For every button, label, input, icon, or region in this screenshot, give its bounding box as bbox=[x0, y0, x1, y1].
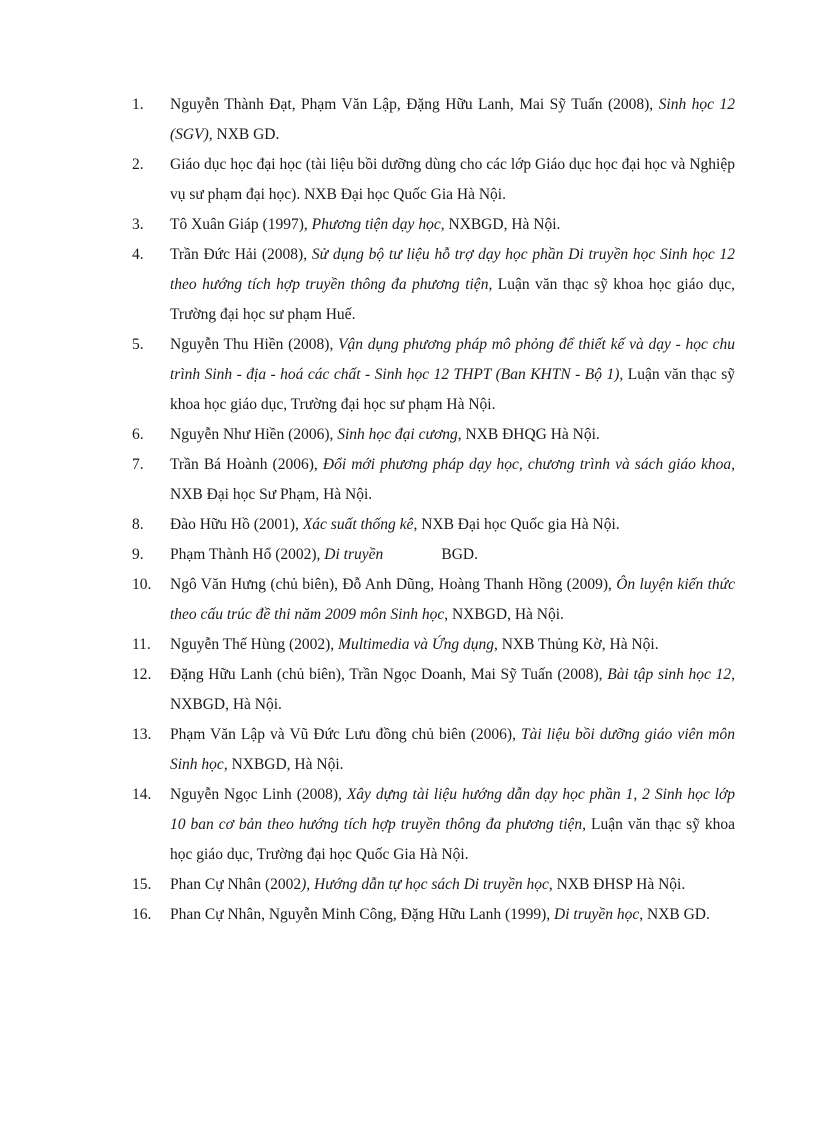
reference-text: Giáo dục học đại học (tài liệu bồi dưỡng dùng cho các lớp Giáo dục học đại học và Nghiệp vụ sư phạm đại học). NXB Đại học Quốc Gia Hà Nội. bbox=[170, 156, 735, 203]
reference-number: 1. bbox=[132, 96, 144, 113]
reference-text: Tô Xuân Giáp (1997), Phương tiện dạy học, NXBGD, Hà Nội. bbox=[170, 216, 561, 233]
reference-item bbox=[0, 240, 735, 330]
reference-item bbox=[0, 720, 735, 780]
reference-item bbox=[0, 150, 735, 210]
reference-list bbox=[0, 90, 816, 930]
reference-text: Ngô Văn Hưng (chủ biên), Đỗ Anh Dũng, Hoàng Thanh Hồng (2009), Ôn luyện kiến thức theo cấu trúc đề thi năm 2009 môn Sinh học, NXBGD, Hà Nội. bbox=[170, 576, 735, 623]
reference-number: 13. bbox=[132, 726, 152, 743]
reference-number: 11. bbox=[132, 636, 151, 653]
reference-item bbox=[0, 870, 735, 900]
reference-number: 2. bbox=[132, 156, 144, 173]
reference-number: 9. bbox=[132, 546, 144, 563]
reference-item bbox=[0, 210, 735, 240]
reference-number: 10. bbox=[132, 576, 152, 593]
reference-text: Phan Cự Nhân (2002), Hướng dẫn tự học sách Di truyền học, NXB ĐHSP Hà Nội. bbox=[170, 876, 686, 893]
reference-text: Nguyễn Thu Hiền (2008), Vận dụng phương pháp mô phỏng để thiết kế và dạy - học chu trình Sinh - địa - hoá các chất - Sinh học 12 THPT (Ban KHTN - Bộ 1), Luận văn thạc sỹ khoa học giáo dục, Trường đại học sư phạm Hà Nội. bbox=[170, 336, 736, 413]
reference-text: Phan Cự Nhân, Nguyễn Minh Công, Đặng Hữu Lanh (1999), Di truyền học, NXB GD. bbox=[170, 906, 710, 923]
reference-item bbox=[0, 780, 735, 870]
reference-number: 4. bbox=[132, 246, 144, 263]
reference-item bbox=[0, 90, 735, 150]
reference-number: 6. bbox=[132, 426, 144, 443]
reference-number: 5. bbox=[132, 336, 144, 353]
reference-text: Nguyễn Thành Đạt, Phạm Văn Lập, Đặng Hữu Lanh, Mai Sỹ Tuấn (2008), Sinh học 12 (SGV), NXB GD. bbox=[170, 96, 735, 143]
reference-text: Đào Hữu Hồ (2001), Xác suất thống kê, NXB Đại học Quốc gia Hà Nội. bbox=[170, 516, 620, 533]
reference-item bbox=[0, 540, 735, 570]
reference-text: Phạm Văn Lập và Vũ Đức Lưu đồng chủ biên (2006), Tài liệu bồi dưỡng giáo viên môn Sinh học, NXBGD, Hà Nội. bbox=[170, 726, 735, 773]
reference-text: Nguyễn Như Hiền (2006), Sinh học đại cương, NXB ĐHQG Hà Nội. bbox=[170, 426, 600, 443]
reference-item bbox=[0, 330, 735, 420]
reference-text: Trần Đức Hải (2008), Sử dụng bộ tư liệu hỗ trợ dạy học phần Di truyền học Sinh học 12 theo hướng tích hợp truyền thông đa phương tiện, Luận văn thạc sỹ khoa học giáo dục, Trường đại học sư phạm Huế. bbox=[170, 246, 735, 323]
reference-item bbox=[0, 420, 735, 450]
reference-text: Nguyễn Ngọc Linh (2008), Xây dựng tài liệu hướng dẫn dạy học phần 1, 2 Sinh học lớp 10 ban cơ bản theo hướng tích hợp truyền thông đa phương tiện, Luận văn thạc sỹ khoa học giáo dục, Trường đại học Quốc Gia Hà Nội. bbox=[170, 786, 735, 863]
reference-item bbox=[0, 570, 735, 630]
reference-item bbox=[0, 510, 735, 540]
reference-item bbox=[0, 900, 735, 930]
reference-item bbox=[0, 630, 735, 660]
reference-number: 8. bbox=[132, 516, 144, 533]
reference-number: 14. bbox=[132, 786, 152, 803]
reference-number: 3. bbox=[132, 216, 144, 233]
reference-text: Nguyễn Thế Hùng (2002), Multimedia và Ứng dụng, NXB Thủng Kờ, Hà Nội. bbox=[170, 636, 659, 653]
reference-text: Phạm Thành Hổ (2002), Di truyền BGD. bbox=[170, 546, 478, 563]
reference-item bbox=[0, 450, 735, 510]
reference-number: 7. bbox=[132, 456, 144, 473]
reference-item bbox=[0, 660, 735, 720]
reference-number: 15. bbox=[132, 876, 152, 893]
reference-number: 12. bbox=[132, 666, 152, 683]
reference-text: Trần Bá Hoành (2006), Đổi mới phương pháp dạy học, chương trình và sách giáo khoa, NXB Đại học Sư Phạm, Hà Nội. bbox=[170, 456, 735, 503]
reference-number: 16. bbox=[132, 906, 152, 923]
reference-text: Đặng Hữu Lanh (chủ biên), Trần Ngọc Doanh, Mai Sỹ Tuấn (2008), Bài tập sinh học 12, NXBGD, Hà Nội. bbox=[170, 666, 735, 713]
